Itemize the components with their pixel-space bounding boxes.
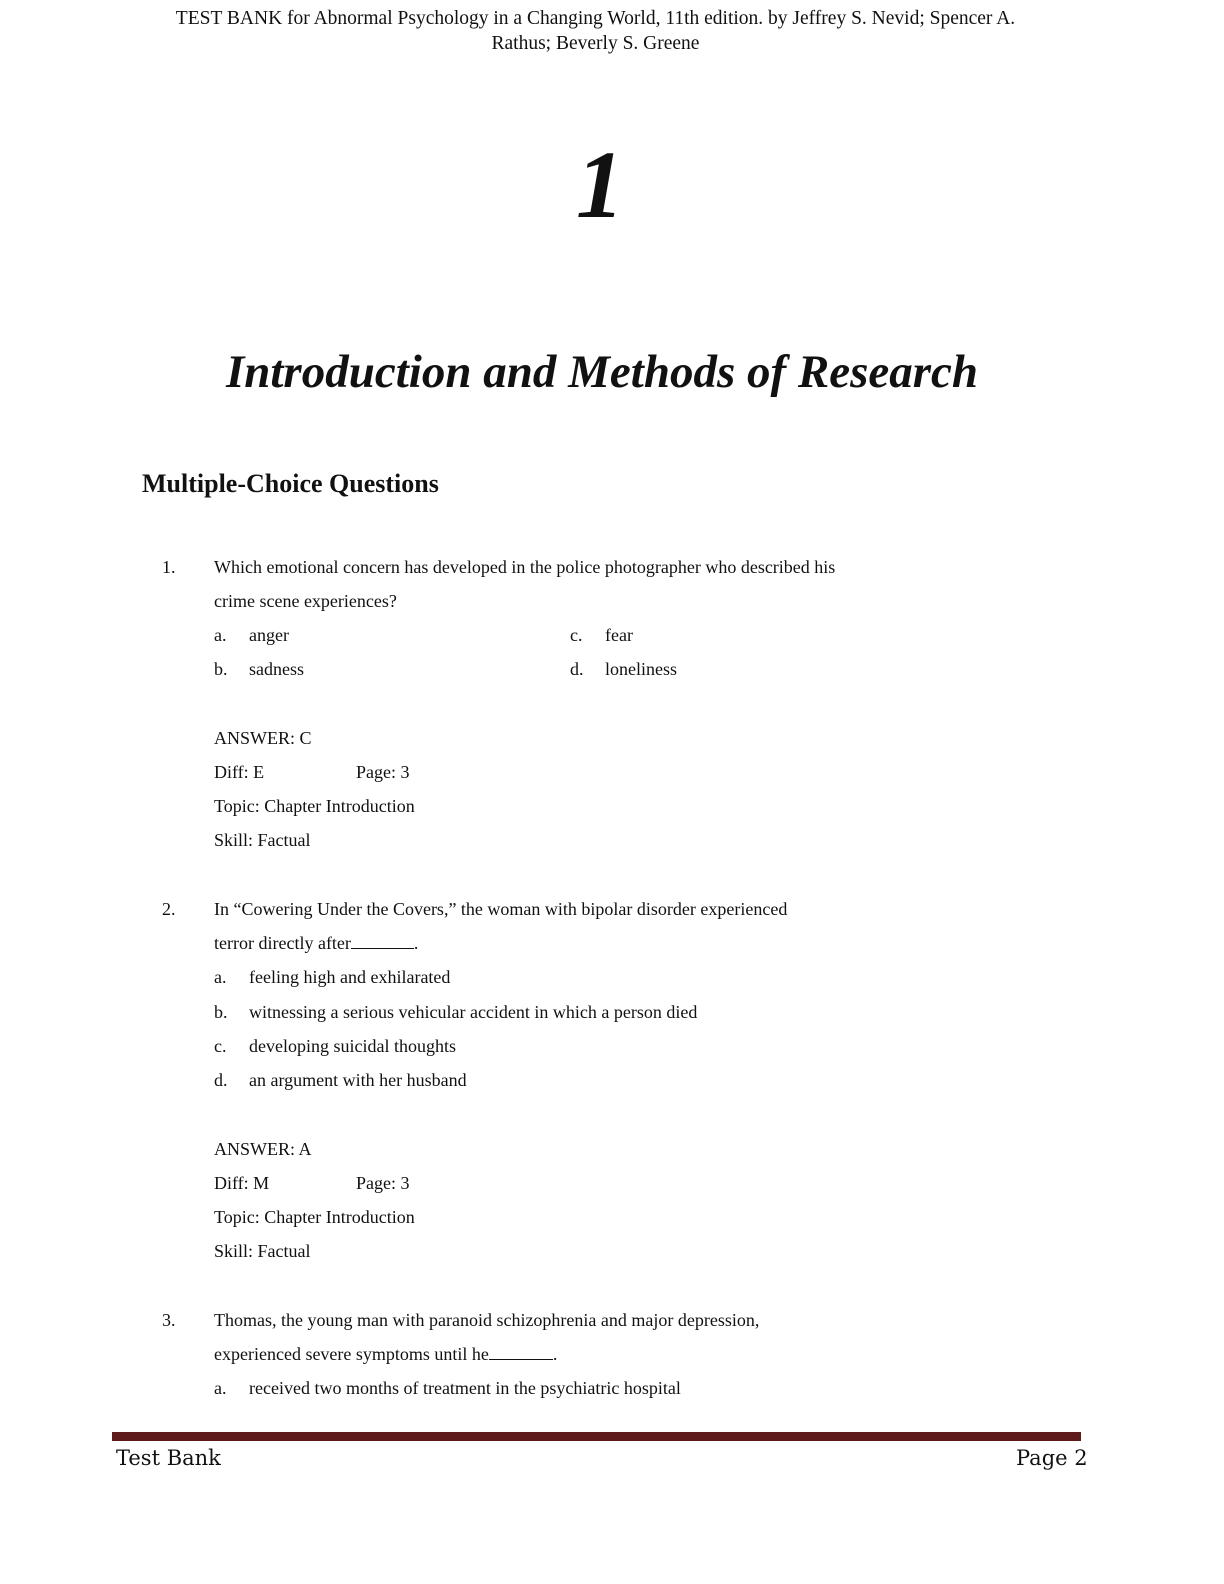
question-number: 2. <box>162 899 176 919</box>
question-text-line: In “Cowering Under the Covers,” the woman with bipolar disorder experienced <box>214 899 788 919</box>
option-text: anger <box>249 625 289 645</box>
option-letter: a. <box>214 625 227 645</box>
question-text-line: crime scene experiences? <box>214 591 397 611</box>
chapter-title: Introduction and Methods of Research <box>225 346 979 398</box>
footer-label: Test Bank <box>116 1446 221 1470</box>
option-text: sadness <box>249 659 304 679</box>
header-line-1: TEST BANK for Abnormal Psychology in a Changing World, 11th edition. by Jeffrey S. Nevid; Spencer A. <box>175 8 1016 29</box>
option-letter: a. <box>214 967 227 987</box>
question-text-line <box>214 931 418 955</box>
option-text: developing suicidal thoughts <box>249 1036 456 1056</box>
question-number: 1. <box>162 557 176 577</box>
difficulty-line: Diff: E <box>214 762 265 782</box>
question-text-fragment: experienced severe symptoms until he <box>214 1344 489 1364</box>
question-text-line: Which emotional concern has developed in the police photographer who described his <box>214 557 836 577</box>
option-letter: b. <box>214 659 228 679</box>
option-letter: a. <box>214 1378 227 1398</box>
fill-in-blank <box>351 932 414 949</box>
section-heading: Multiple-Choice Questions <box>142 469 439 498</box>
skill-line: Skill: Factual <box>214 1241 311 1261</box>
option-text: an argument with her husband <box>249 1070 467 1090</box>
question-text-fragment: terror directly after <box>214 933 351 953</box>
chapter-number: 1 <box>576 131 624 238</box>
option-text: fear <box>605 625 633 645</box>
option-letter: c. <box>214 1036 227 1056</box>
option-letter: c. <box>570 625 583 645</box>
option-text: feeling high and exhilarated <box>249 967 451 987</box>
question-text-fragment: . <box>552 1344 558 1364</box>
question-number: 3. <box>162 1310 176 1330</box>
question-text-line: Thomas, the young man with paranoid schizophrenia and major depression, <box>214 1310 760 1330</box>
page-reference: Page: 3 <box>356 762 410 782</box>
answer-line: ANSWER: A <box>214 1139 312 1159</box>
difficulty-line: Diff: M <box>214 1173 270 1193</box>
option-text: witnessing a serious vehicular accident in which a person died <box>249 1002 698 1022</box>
topic-line: Topic: Chapter Introduction <box>214 796 415 816</box>
option-letter: b. <box>214 1002 228 1022</box>
page-number: Page 2 <box>1016 1446 1088 1470</box>
fill-in-blank <box>489 1343 553 1360</box>
option-text: loneliness <box>605 659 677 679</box>
option-letter: d. <box>570 659 584 679</box>
footer-rule <box>112 1432 1081 1441</box>
option-text: received two months of treatment in the psychiatric hospital <box>249 1378 681 1398</box>
question-text-line <box>214 1342 557 1366</box>
option-letter: d. <box>214 1070 228 1090</box>
answer-line: ANSWER: C <box>214 728 312 748</box>
page-reference: Page: 3 <box>356 1173 410 1193</box>
question-text-fragment: . <box>413 933 419 953</box>
topic-line: Topic: Chapter Introduction <box>214 1207 415 1227</box>
header-line-2: Rathus; Beverly S. Greene <box>491 33 700 54</box>
document-header <box>0 6 1191 56</box>
skill-line: Skill: Factual <box>214 830 311 850</box>
